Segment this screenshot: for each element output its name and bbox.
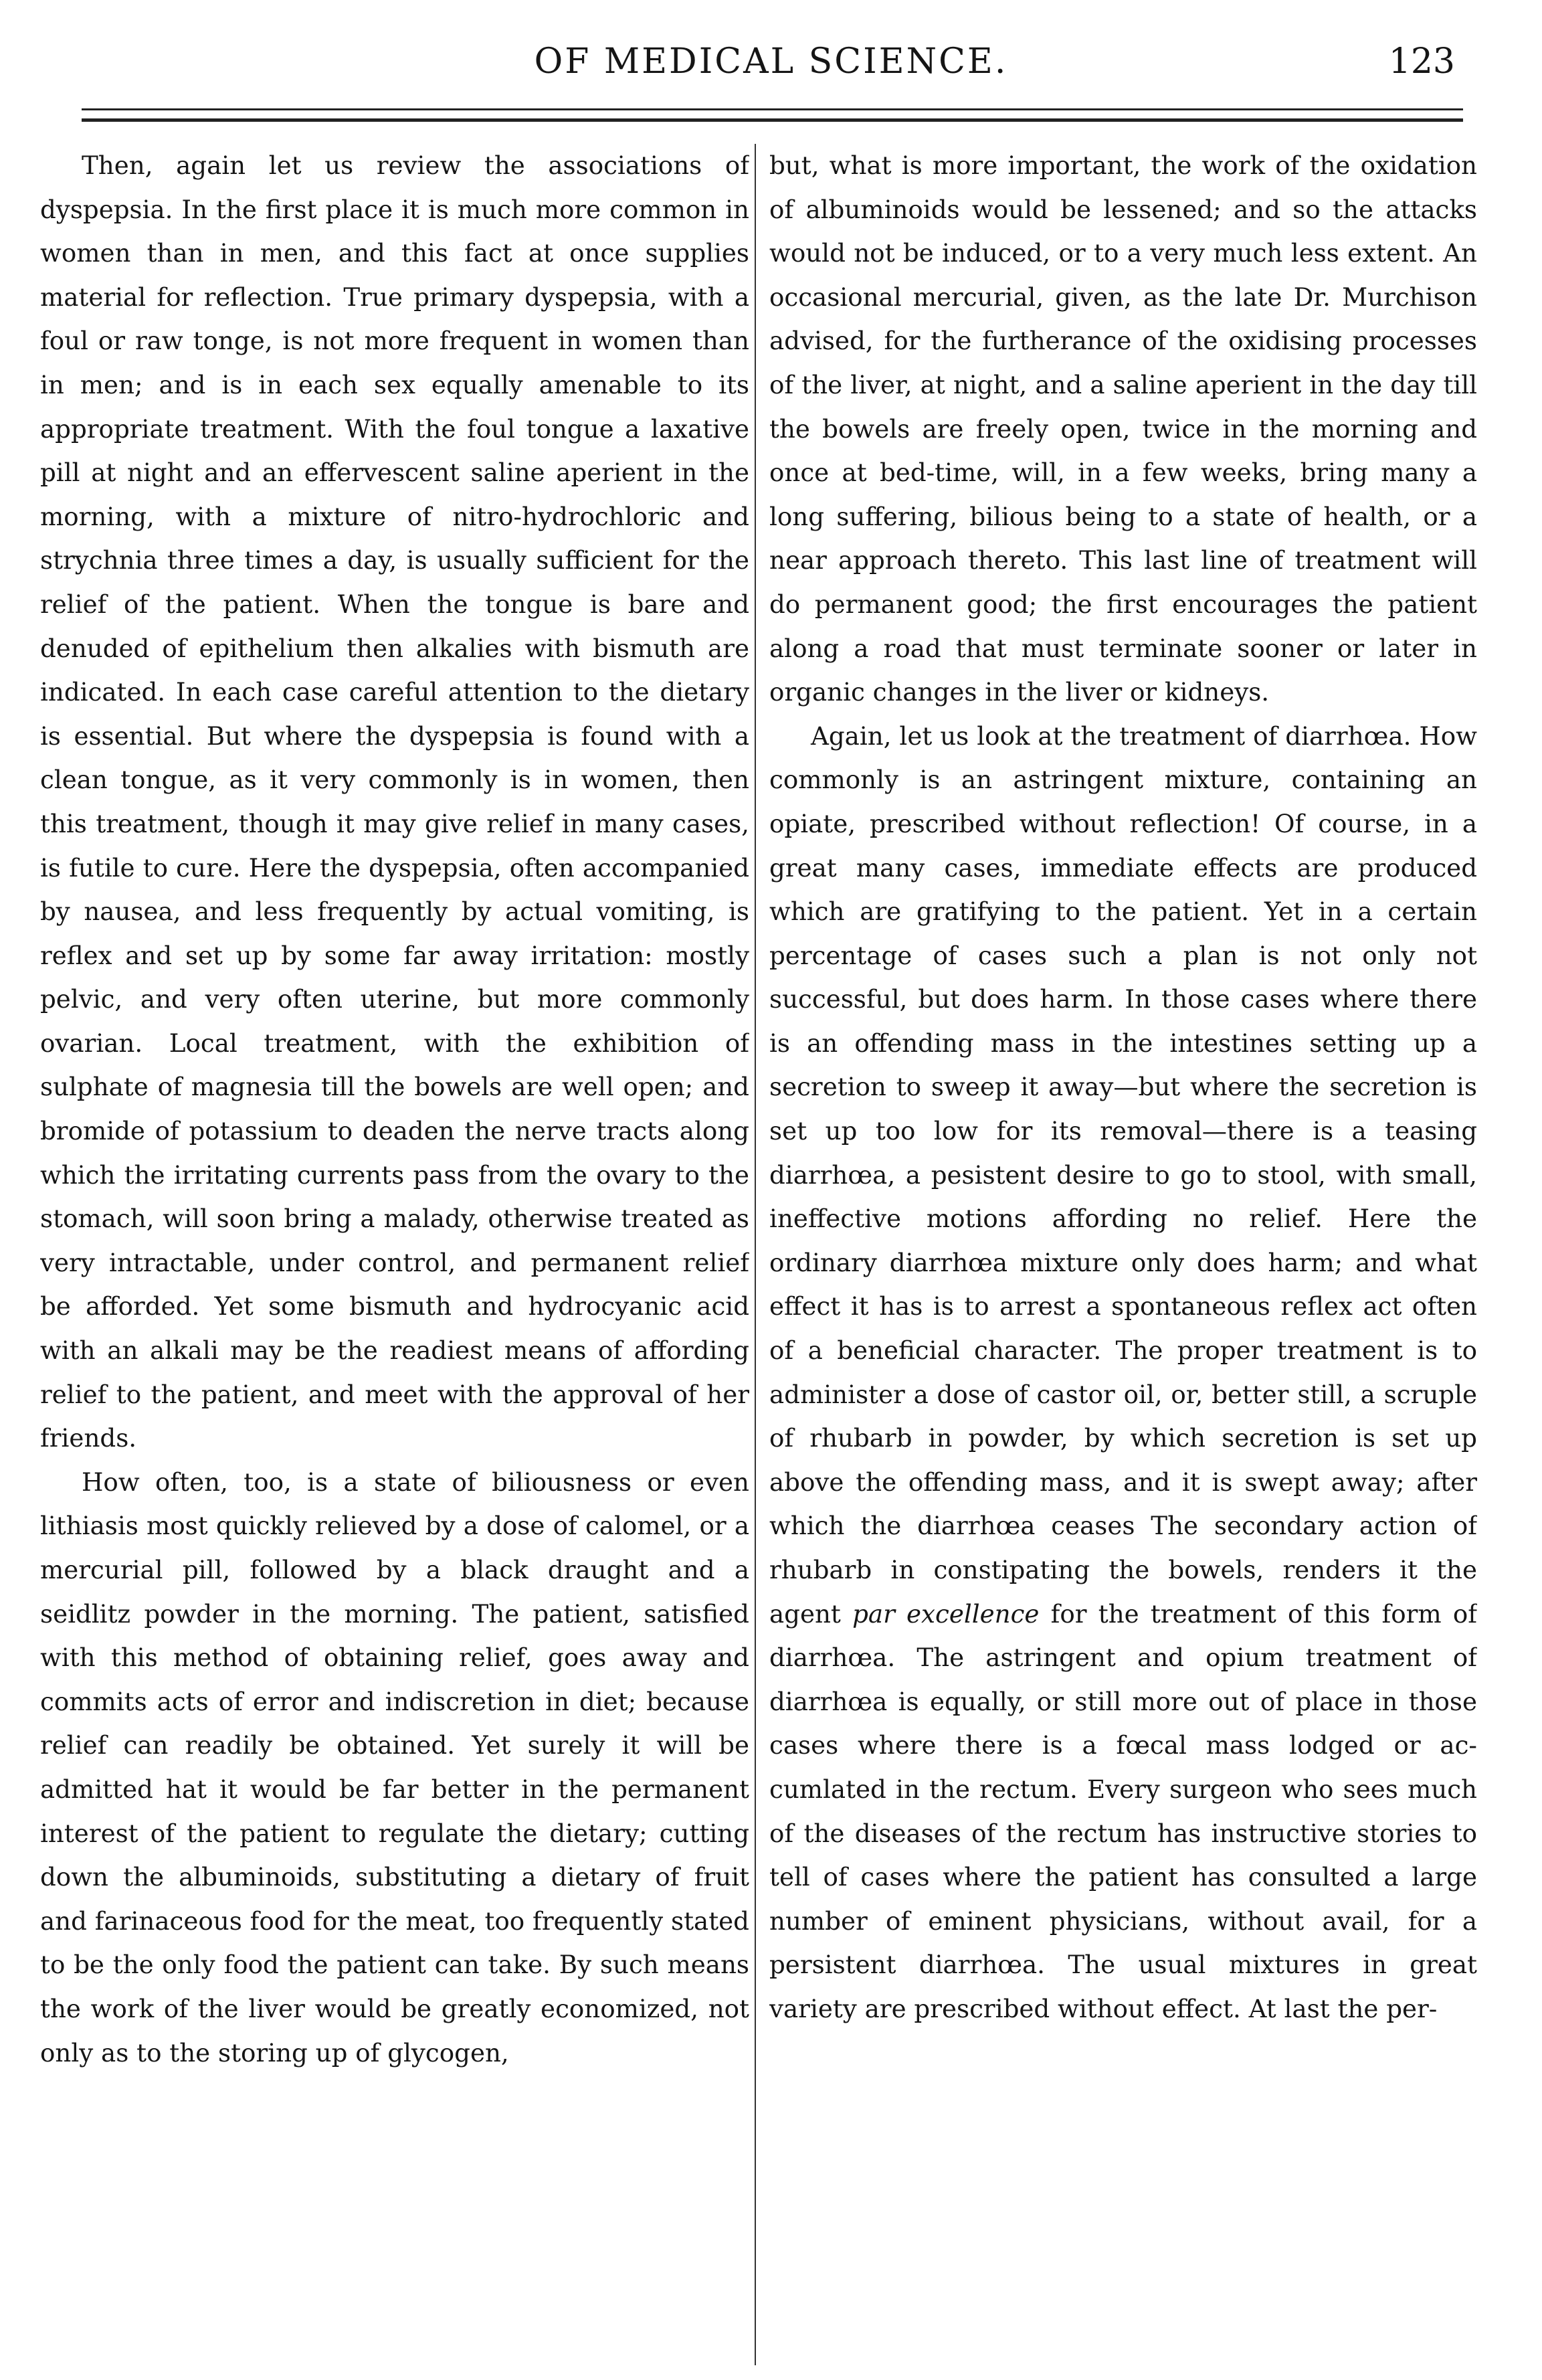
paragraph-dyspepsia: Then, again let us review the associations of dyspepsia. In the first place it is much more common in women than in men, and this fact at once supplies material for reflection. True primary dyspepsia, with a foul or raw tonge, is not more frequent in women than in men; and is in each sex equally amenable to its appropriate treatment. With the foul tongue a laxative pill at night and an effervescent saline aperient in the morning, with a mixture of nitro-hydrochloric and strychnia three times a day, is usually sufficient for the relief of the patient. When the tongue is bare and denuded of epithelium then alkalies with bismuth are indicated. In each case careful attention to the dietary is essential. But where the dyspepsia is found with a clean tongue, as it very commonly is in women, then this treatment, though it may give relief in many cases, is futile to cure. Here the dyspepsia, often accompanied by nausea, and less frequently by actual vomiting, is reflex and set up by some far away irritation: mostly pelvic, and very often uterine, but more commonly ovarian. Local treatment, with the exhibition of sulphate of magnesia till the bowels are well open; and bromide of potassium to deaden the nerve tracts along which the irritating currents pass from the ovary to the stomach, will soon bring a malady, otherwise treated as very intractable, under control, and permanent relief be afforded. Yet some bismuth and hydrocyanic acid with an alkali may be the readiest means of affording relief to the patient, and meet with the approval of her friends. <box>40 151 749 1453</box>
right-column <box>769 144 1477 2365</box>
paragraph-continuation: but, what is more important, the work of the oxidation of albuminoids would be lessened; and so the attacks would not be induced, or to a very much less extent. An occasional mercurial, given, as the late Dr. Murchison advised, for the furtherance of the oxidising processes of the liver, at night, and a saline aperient in the day till the bowels are freely open, twice in the morning and once at bed-time, will, in a few weeks, bring many a long suffering, bilious being to a state of health, or a near approach thereto. This last line of treatment will do permanent good; the first encourages the patient along a road that must terminate sooner or later in organic changes in the liver or kidneys. <box>769 151 1477 707</box>
header-rule-thin <box>82 108 1463 110</box>
diarrhoea-text-start: Again, let us look at the treatment of diarrhœa. How commonly is an astringent mixture, containing an opiate, prescribed without reflection! Of course, in a great many cases, immediate effects are produced which are gratifying to the patient. Yet in a certain percentage of cases such a plan is not only not successful, but does harm. In those cases where there is an offending mass in the intestines setting up a secretion to sweep it away—but where the secretion is set up too low for its removal—there is a teasing diarrhœa, a pesistent desire to go to stool, with small, ineffective motions affording no relief. Here the ordinary diarrhœa mixture only does harm; and what effect it has is to arrest a spontaneous reflex act often of a beneficial character. The proper treatment is to administer a dose of castor oil, or, better still, a scruple of rhubarb in powder, by which secretion is set up above the offending mass, and it is swept away; after which the diarrhœa ceases The secondary action of rhubarb in constipating the bowels, renders it the agent <box>769 721 1477 1629</box>
paragraph-diarrhoea <box>769 715 1477 2031</box>
header-rule-thick <box>82 118 1463 122</box>
italic-phrase: par excellence <box>852 1598 1040 1629</box>
column-divider <box>755 144 756 2365</box>
left-column <box>40 144 749 2365</box>
running-title: OF MEDICAL SCIENCE. <box>534 41 1008 82</box>
diarrhoea-text-end: for the treatment of this form of diarrhœa. The astringent and opium treatment of diarrhœa is equally, or still more out of place in those cases where there is a fœcal mass lodged or accumlated in the rectum. Every surgeon who sees much of the diseases of the rectum has instructive stories to tell of cases where the patient has consulted a large number of eminent physicians, without avail, for a persistent diarrhœa. The usual mixtures in great variety are prescribed without effect. At last the per- <box>769 1598 1477 2023</box>
paragraph-biliousness: How often, too, is a state of biliousness or even lithiasis most quickly relieved by a dose of calomel, or a mercurial pill, followed by a black draught and a seidlitz powder in the morning. The patient, satisfied with this method of obtaining relief, goes away and commits acts of error and indiscretion in diet; because relief can readily be obtained. Yet surely it will be admitted hat it would be far better in the permanent interest of the patient to regulate the dietary; cutting down the albuminoids, substituting a dietary of fruit and farinaceous food for the meat, too frequently stated to be the only food the patient can take. By such means the work of the liver would be greatly economized, not only as to the storing up of glycogen, <box>40 1467 749 2068</box>
page-number: 123 <box>1388 41 1455 82</box>
